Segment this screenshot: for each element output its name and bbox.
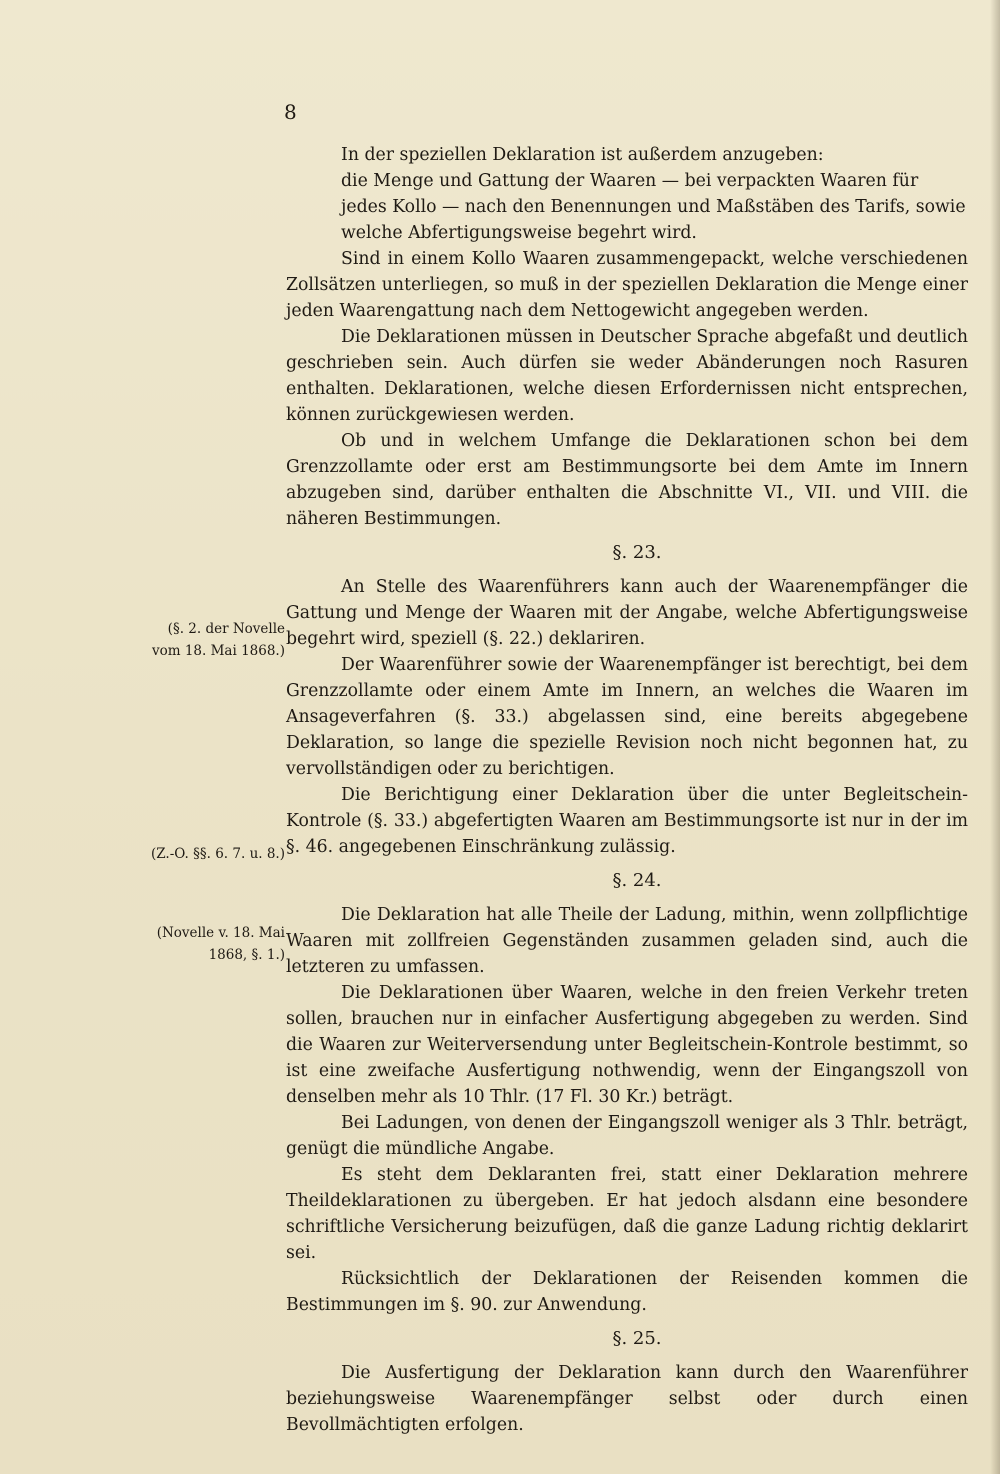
paragraph: Rücksichtlich der Deklarationen der Reisenden kommen die Bestimmungen im §. 90. zur Anwendung. [286,1269,968,1315]
margin-note-line: (§. 2. der Novelle [167,621,285,637]
margin-note-line: 1868, §. 1.) [208,947,285,963]
margin-note-line: (Novelle v. 18. Mai [156,925,285,941]
paragraph: Bei Ladungen, von denen der Eingangszoll weniger als 3 Thlr. beträgt, genügt die mündliche Angabe. [286,1113,968,1159]
paragraph: Ob und in welchem Umfange die Deklarationen schon bei dem Grenzzollamte oder erst am Bestimmungsorte bei dem Amte im Innern abzugeben sind, darüber enthalten die Abschnitte VI., VII. und VIII. die näheren Bestimmungen. [286,431,968,529]
page-edge-shadow [990,0,1000,1474]
margin-note-novelle-section-1 [140,922,285,966]
paragraph: Die Ausfertigung der Deklaration kann durch den Waarenführer beziehungsweise Waarenempfänger selbst oder durch einen Bevollmächtigten erfolgen. [286,1363,968,1435]
margin-note-line: vom 18. Mai 1868.) [151,643,285,659]
body-text [286,142,968,1438]
margin-note-zollordnung [140,843,285,865]
intro-item: die Menge und Gattung der Waaren — bei verpackten Waaren für jedes Kollo — nach den Benennungen und Maßstäben des Tarifs, sowie welche Abfertigungsweise begehrt wird. [341,171,966,243]
margin-note-line: (Z.-O. §§. 6. 7. u. 8.) [151,846,285,862]
paragraph: Der Waarenführer sowie der Waarenempfänger ist berechtigt, bei dem Grenzzollamte oder einem Amte im Innern, an welches die Waaren im Ansageverfahren (§. 33.) abgelassen sind, eine bereits abgegebene Deklaration, so lange die spezielle Revision noch nicht begonnen hat, zu vervollständigen oder zu berichtigen. [286,655,968,779]
paragraph: Die Berichtigung einer Deklaration über die unter Begleitschein-Kontrole (§. 33.) abgefertigten Waaren am Bestimmungsorte ist nur in der im §. 46. angegebenen Einschränkung zulässig. [286,785,968,857]
paragraph: Die Deklaration hat alle Theile der Ladung, mithin, wenn zollpflichtige Waaren mit zollfreien Gegenständen zusammen geladen sind, auch die letzteren zu umfassen. [286,905,968,977]
paragraph: Die Deklarationen müssen in Deutscher Sprache abgefaßt und deutlich geschrieben sein. Auch dürfen sie weder Abänderungen noch Rasuren enthalten. Deklarationen, welche diesen Erfordernissen nicht entsprechen, können zurückgewiesen werden. [286,327,968,425]
paragraph: An Stelle des Waarenführers kann auch der Waarenempfänger die Gattung und Menge der Waaren mit der Angabe, welche Abfertigungsweise begehrt wird, speziell (§. 22.) deklariren. [286,577,968,649]
margin-note-novelle-1868 [140,618,285,662]
paragraph: Sind in einem Kollo Waaren zusammengepackt, welche verschiedenen Zollsätzen unterliegen, so muß in der speziellen Deklaration die Menge einer jeden Waarengattung nach dem Nettogewicht angegeben werden. [286,249,968,321]
paragraph: Es steht dem Deklaranten frei, statt einer Deklaration mehrere Theildeklarationen zu übergeben. Er hat jedoch alsdann eine besondere schriftliche Versicherung beizufügen, daß die ganze Ladung richtig deklarirt sei. [286,1165,968,1263]
section-heading-25: §. 25. [612,1328,662,1349]
section-heading-23: §. 23. [612,542,662,563]
intro-lead: In der speziellen Deklaration ist außerdem anzugeben: [341,145,824,165]
paragraph: Die Deklarationen über Waaren, welche in den freien Verkehr treten sollen, brauchen nur in einfacher Ausfertigung abgegeben zu werden. Sind die Waaren zur Weiterversendung unter Begleitschein-Kontrole bestimmt, so ist eine zweifache Ausfertigung nothwendig, wenn der Eingangszoll von denselben mehr als 10 Thlr. (17 Fl. 30 Kr.) beträgt. [286,983,968,1107]
section-heading-24: §. 24. [612,870,662,891]
page-number: 8 [284,100,297,124]
